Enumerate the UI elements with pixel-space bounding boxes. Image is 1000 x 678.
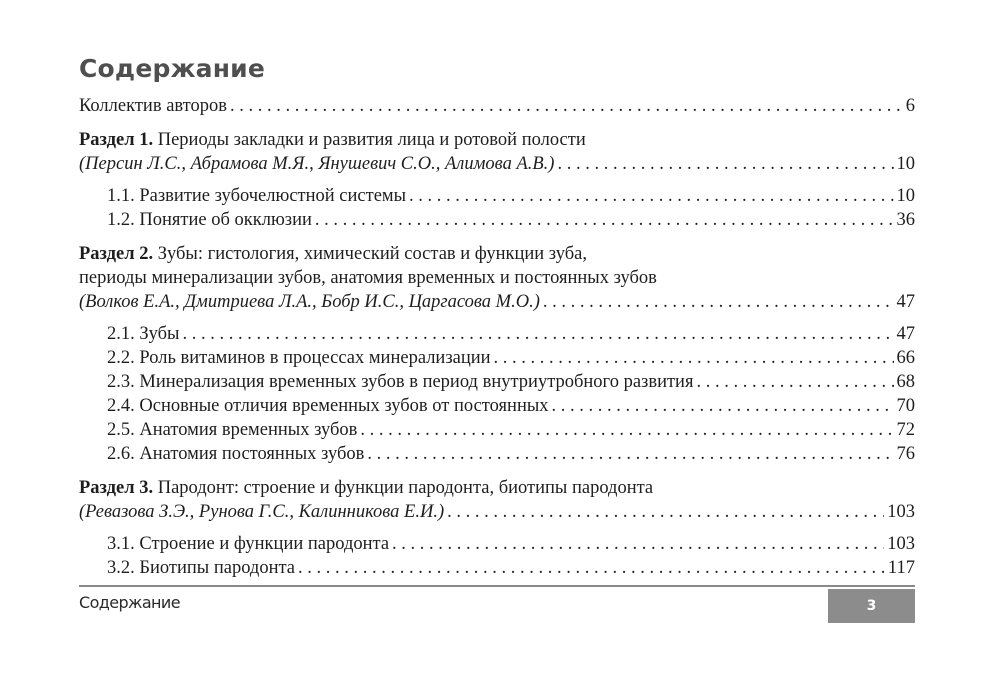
- toc-entry-2-1[interactable]: [79, 322, 915, 346]
- toc-entry-2-3[interactable]: [79, 370, 915, 394]
- toc-section-2-authors[interactable]: [79, 290, 915, 314]
- dot-leader: [392, 532, 884, 556]
- toc-page-number: 68: [896, 372, 915, 392]
- toc-entry-label: 2.5. Анатомия временных зубов: [107, 420, 358, 440]
- dot-leader: [367, 442, 893, 466]
- toc-entry-label: Коллектив авторов: [79, 96, 227, 116]
- toc-entry-1-1[interactable]: [79, 184, 915, 208]
- section-lead: Раздел 2.: [79, 244, 154, 264]
- toc-entry-label: 2.6. Анатомия постоянных зубов: [107, 444, 365, 464]
- section-authors: (Персин Л.С., Абрамова М.Я., Янушевич С.О., Алимова А.В.): [79, 154, 555, 174]
- toc-entry-3-2[interactable]: [79, 556, 915, 580]
- toc-entry-2-5[interactable]: [79, 418, 915, 442]
- toc-page-number: 6: [905, 96, 915, 116]
- toc-page-number: 10: [896, 154, 915, 174]
- toc-entry-2-6[interactable]: [79, 442, 915, 466]
- footer-running-title: Содержание: [79, 593, 180, 612]
- toc-entry-label: 3.2. Биотипы пародонта: [107, 558, 296, 578]
- toc-entry-label: 1.2. Понятие об окклюзии: [107, 210, 312, 230]
- page-number-box: [828, 589, 915, 623]
- toc-section-1-heading[interactable]: [79, 128, 915, 152]
- dot-leader: [494, 346, 894, 370]
- toc-entry-2-2[interactable]: [79, 346, 915, 370]
- toc-section-2-heading[interactable]: [79, 242, 915, 266]
- page-title: Содержание: [79, 54, 266, 83]
- section-lead: Раздел 1.: [79, 130, 154, 150]
- toc-page-number: 36: [896, 210, 915, 230]
- toc-section-2-heading-cont[interactable]: [79, 266, 915, 290]
- section-title: Зубы: гистология, химический состав и функции зуба,: [157, 244, 587, 264]
- toc-entry-2-4[interactable]: [79, 394, 915, 418]
- toc-entry-label: 2.1. Зубы: [107, 324, 180, 344]
- section-title: Периоды закладки и развития лица и ротовой полости: [157, 130, 586, 150]
- dot-leader: [298, 556, 885, 580]
- dot-leader: [543, 290, 894, 314]
- section-title: Пародонт: строение и функции пародонта, биотипы пародонта: [157, 478, 654, 498]
- dot-leader: [447, 500, 884, 524]
- toc-page-number: 72: [896, 420, 915, 440]
- dot-leader: [230, 94, 903, 118]
- dot-leader: [557, 152, 893, 176]
- toc-page-number: 10: [896, 186, 915, 206]
- toc-section-3-authors[interactable]: [79, 500, 915, 524]
- toc-page-number: 47: [896, 324, 915, 344]
- toc-entry-label: 3.1. Строение и функции пародонта: [107, 534, 390, 554]
- toc-page-number: 66: [896, 348, 915, 368]
- toc-page-number: 117: [887, 558, 915, 578]
- page-number: 3: [866, 598, 877, 614]
- section-authors: (Волков Е.А., Дмитриева Л.А., Бобр И.С., Царгасова М.О.): [79, 292, 540, 312]
- dot-leader: [315, 208, 894, 232]
- toc-entry-label: 2.2. Роль витаминов в процессах минерализации: [107, 348, 491, 368]
- toc-entry-authors[interactable]: [79, 94, 915, 118]
- table-of-contents: [79, 94, 915, 580]
- toc-entry-3-1[interactable]: [79, 532, 915, 556]
- footer-divider: [79, 585, 915, 587]
- dot-leader: [360, 418, 893, 442]
- toc-page-number: 76: [896, 444, 915, 464]
- dot-leader: [183, 322, 894, 346]
- dot-leader: [696, 370, 893, 394]
- toc-page-number: 103: [887, 502, 915, 522]
- section-title: периоды минерализации зубов, анатомия временных и постоянных зубов: [79, 268, 657, 288]
- toc-section-1-authors[interactable]: [79, 152, 915, 176]
- toc-page-number: 47: [896, 292, 915, 312]
- section-lead: Раздел 3.: [79, 478, 154, 498]
- dot-leader: [409, 184, 893, 208]
- toc-entry-1-2[interactable]: [79, 208, 915, 232]
- toc-page-number: 103: [887, 534, 915, 554]
- toc-entry-label: 1.1. Развитие зубочелюстной системы: [107, 186, 407, 206]
- toc-section-3-heading[interactable]: [79, 476, 915, 500]
- toc-entry-label: 2.4. Основные отличия временных зубов от постоянных: [107, 396, 549, 416]
- toc-entry-label: 2.3. Минерализация временных зубов в период внутриутробного развития: [107, 372, 694, 392]
- toc-page-number: 70: [896, 396, 915, 416]
- dot-leader: [552, 394, 894, 418]
- section-authors: (Ревазова З.Э., Рунова Г.С., Калинникова Е.И.): [79, 502, 445, 522]
